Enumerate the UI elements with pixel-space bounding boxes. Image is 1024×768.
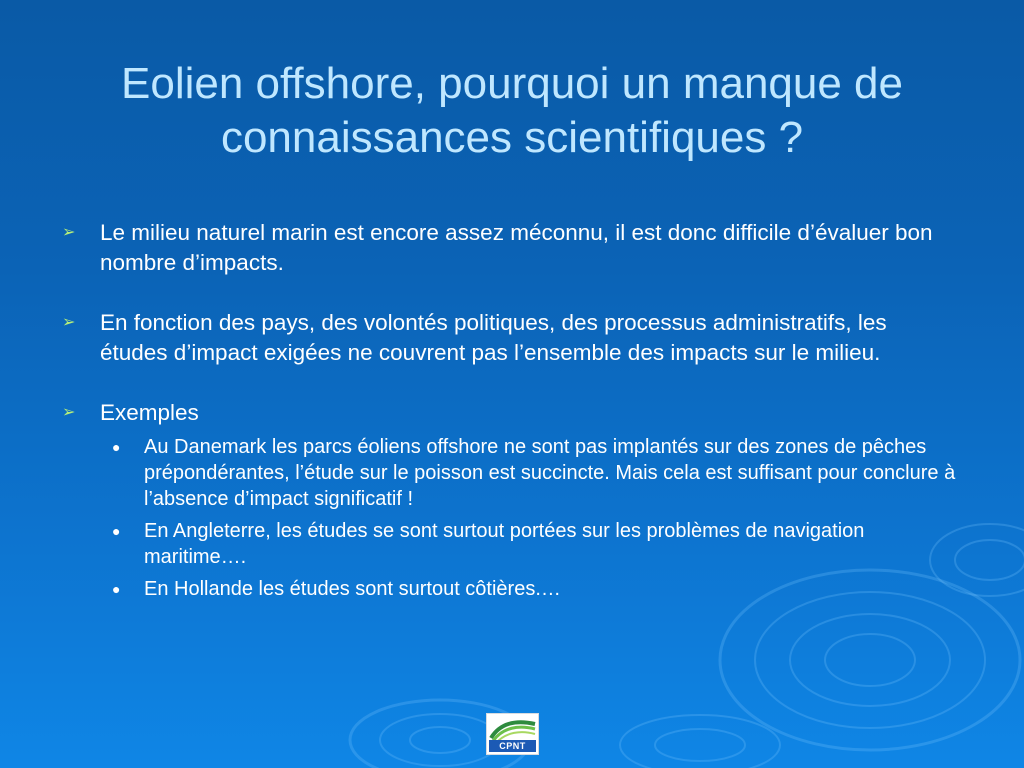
slide-title: Eolien offshore, pourquoi un manque de connaissances scientifiques ? — [121, 59, 903, 163]
sub-bullet-list — [100, 434, 960, 602]
arrow-bullet-icon: ➢ — [62, 314, 76, 331]
bullet-text: En fonction des pays, des volontés politiques, des processus administratifs, les études d’impact exigées ne couvrent pas l’ensemble des impacts sur le milieu. — [100, 310, 887, 365]
bullet-item — [60, 398, 960, 602]
bullet-item — [60, 218, 960, 278]
sub-bullet-text: En Hollande les études sont surtout côtières.… — [144, 578, 561, 600]
sub-bullet-item — [100, 518, 960, 570]
sub-bullet-item — [100, 434, 960, 512]
sub-bullet-text: Au Danemark les parcs éoliens offshore ne sont pas implantés sur des zones de pêches prépondérantes, l’étude sur le poisson est succincte. Mais cela est suffisant pour conclure à l’absence d’impact significatif ! — [144, 436, 956, 510]
cpnt-logo — [486, 713, 539, 755]
sub-bullet-item — [100, 576, 960, 602]
arrow-bullet-icon: ➢ — [62, 224, 76, 241]
sub-bullet-text: En Angleterre, les études se sont surtout portées sur les problèmes de navigation maritime…. — [144, 520, 865, 568]
dot-bullet-icon: ● — [112, 439, 121, 455]
dot-bullet-icon: ● — [112, 523, 121, 539]
bullet-text: Le milieu naturel marin est encore assez méconnu, il est donc difficile d’évaluer bon nombre d’impacts. — [100, 220, 933, 275]
bullet-text: Exemples — [100, 400, 199, 425]
arrow-bullet-icon: ➢ — [62, 404, 76, 421]
bullet-item — [60, 308, 960, 368]
dot-bullet-icon: ● — [112, 581, 121, 597]
logo-text: CPNT — [489, 740, 536, 752]
bullet-list — [60, 218, 960, 608]
